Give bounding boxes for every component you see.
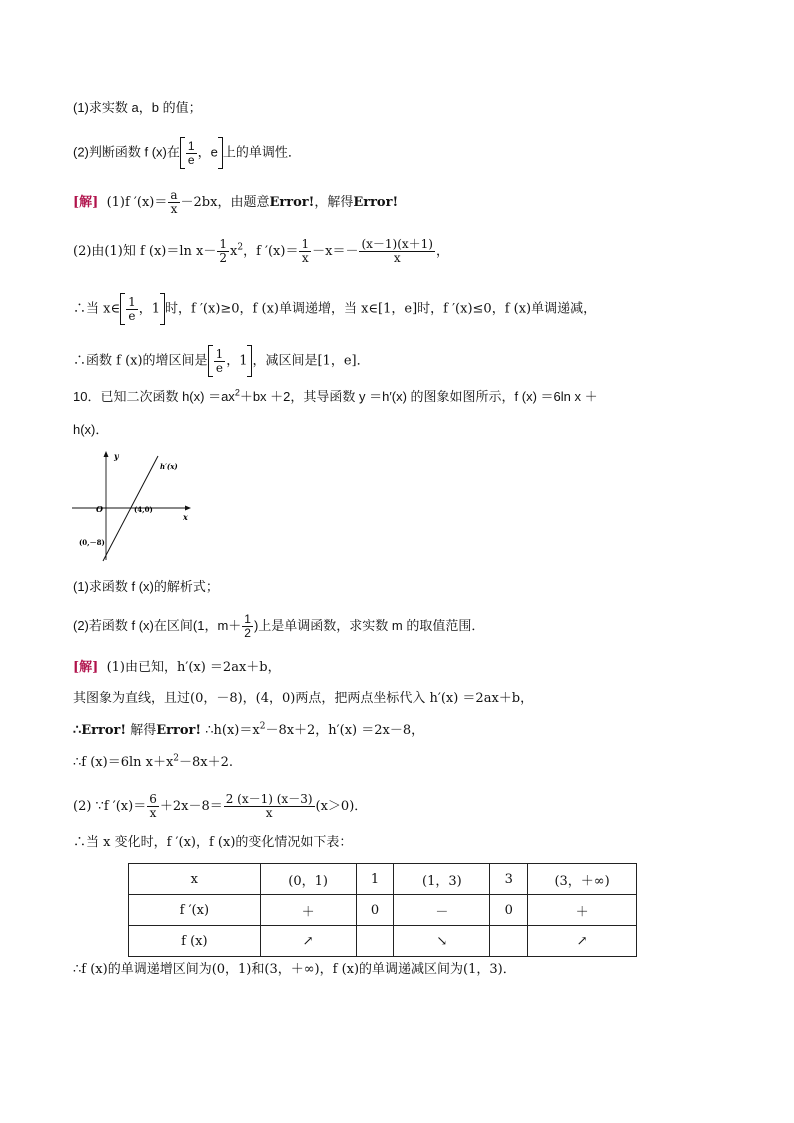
numerator: 1 xyxy=(187,138,195,153)
text-segment: ，1 xyxy=(226,353,248,369)
left-bracket xyxy=(120,293,125,325)
text-segment: ， xyxy=(436,244,450,259)
text-segment: x xyxy=(230,244,238,259)
superscript: 2 xyxy=(259,721,266,732)
text-segment: (2)判断函数 f (x)在 xyxy=(73,144,180,160)
solution-label: [解] xyxy=(73,195,99,210)
question-part-1: (1)求实数 a，b 的值； xyxy=(73,100,202,115)
text-segment: (2)若函数 f (x)在区间(1，m＋ xyxy=(73,617,242,633)
text-segment: (2)由(1)知 f (x)＝ln x－ xyxy=(73,244,217,259)
solution-line-2 xyxy=(73,238,449,265)
answer-line-1 xyxy=(73,659,281,677)
left-bracket xyxy=(180,137,185,169)
left-bracket xyxy=(208,345,213,377)
fraction xyxy=(168,189,179,216)
text-segment: )上是单调函数，求实数 m 的取值范围． xyxy=(253,617,485,633)
question-10-line-1 xyxy=(73,388,598,406)
numerator: 1 xyxy=(128,294,136,309)
x-axis-arrow-icon xyxy=(185,506,191,511)
text-segment: ，减区间是[1，e]． xyxy=(252,353,370,369)
numerator: (x－1)(x＋1) xyxy=(361,237,433,251)
denominator: e xyxy=(187,152,195,167)
table-row xyxy=(129,895,637,926)
text-segment: 解得 xyxy=(130,723,157,738)
question-10-part-2 xyxy=(73,613,484,640)
numerator: 1 xyxy=(244,612,251,626)
text-segment: 10．已知二次函数 h(x) ＝ax xyxy=(73,389,235,404)
table-row xyxy=(129,864,637,895)
solution-line-4 xyxy=(73,345,370,377)
table-cell: 0 xyxy=(490,895,528,926)
numerator: 1 xyxy=(215,346,224,361)
text-segment: ，f ′(x)＝ xyxy=(243,244,299,259)
answer-line-3 xyxy=(73,722,424,740)
superscript: 2 xyxy=(173,753,180,764)
text-segment: (x＞0)． xyxy=(315,799,368,814)
numerator: 1 xyxy=(301,237,310,251)
fraction xyxy=(224,793,315,820)
answer-line-2: 其图象为直线，且过(0，－8)，(4，0)两点，把两点坐标代入 h′(x) ＝2ax＋b， xyxy=(73,691,534,706)
error-placeholder: Error! xyxy=(156,723,202,738)
curve-label: h′(x) xyxy=(160,462,178,471)
answer-line-6: ∴当 x 变化时，f ′(x)，f (x)的变化情况如下表： xyxy=(73,835,353,850)
fraction xyxy=(186,140,197,167)
question-part-2 xyxy=(73,137,301,169)
numerator: a xyxy=(170,188,178,202)
denominator: 2 xyxy=(244,626,251,640)
denominator: x xyxy=(170,202,178,216)
table-cell: f (x) xyxy=(129,926,261,957)
table-cell: 0 xyxy=(356,895,394,926)
numerator: 6 xyxy=(149,792,157,806)
error-placeholder: Error! xyxy=(353,195,399,210)
text-segment: (1)由已知，h′(x) ＝2ax＋b， xyxy=(106,660,281,675)
origin-label: O xyxy=(96,504,103,514)
text-segment: ∴h(x)＝x xyxy=(205,723,260,738)
table-cell: (1，3) xyxy=(394,864,490,895)
denominator: e xyxy=(215,360,223,375)
text-segment: －8x＋2. xyxy=(179,755,234,770)
table-cell: 3 xyxy=(490,864,528,895)
answer-line-7: ∴f (x)的单调递增区间为(0，1)和(3，＋∞)，f (x)的单调递减区间为(1，3)． xyxy=(73,962,516,977)
text-segment: －x＝－ xyxy=(312,244,359,259)
error-placeholder: ∴Error! xyxy=(73,723,127,738)
denominator: x xyxy=(265,806,273,820)
fraction xyxy=(242,613,253,640)
table-cell: ↗ xyxy=(528,926,637,957)
fraction xyxy=(214,348,226,375)
y-axis-arrow-icon xyxy=(104,451,109,457)
superscript: 2 xyxy=(237,242,244,253)
answer-line-4 xyxy=(73,754,233,772)
table-cell: － xyxy=(394,895,490,926)
text-segment: (2) ∵f ′(x)＝ xyxy=(73,799,147,814)
table-cell: ＋ xyxy=(528,895,637,926)
table-row xyxy=(129,926,637,957)
derivative-graph xyxy=(70,448,200,563)
denominator: e xyxy=(128,308,136,323)
text-segment: ，解得 xyxy=(314,195,354,210)
variation-table xyxy=(128,863,637,957)
point-label-0-neg8: (0,－8) xyxy=(79,538,105,547)
text-segment: ∴当 x∈ xyxy=(73,301,121,317)
table-cell: x xyxy=(129,864,261,895)
solution-line-3 xyxy=(73,293,596,325)
fraction xyxy=(359,238,435,265)
fraction xyxy=(217,238,229,265)
y-axis-label: y xyxy=(114,451,119,461)
table-cell xyxy=(490,926,528,957)
text-segment: ＋bx ＋2，其导函数 y ＝h′(x) 的图象如图所示，f (x) ＝6ln x ＋ xyxy=(239,389,598,404)
denominator: x xyxy=(301,251,309,265)
numerator: 1 xyxy=(219,237,228,251)
denominator: x xyxy=(393,251,401,265)
question-10-line-2: h(x)． xyxy=(73,422,109,437)
text-segment: ∴f (x)＝6ln x＋x xyxy=(73,755,174,770)
text-segment: ，e xyxy=(197,144,218,160)
solution-label: [解] xyxy=(73,660,99,675)
fraction xyxy=(126,296,138,323)
text-segment: 时，f ′(x)≥0，f (x)单调递增，当 x∈[1，e]时，f ′(x)≤0，f (x)单调递减， xyxy=(165,301,597,317)
text-segment: －8x＋2，h′(x) ＝2x－8， xyxy=(265,723,425,738)
table-cell: ＋ xyxy=(260,895,356,926)
superscript: 2 xyxy=(234,387,240,398)
table-cell: f ′(x) xyxy=(129,895,261,926)
text-segment: ∴函数 f (x)的增区间是 xyxy=(73,353,208,369)
fraction xyxy=(299,238,311,265)
text-segment: ，1 xyxy=(138,301,161,317)
point-label-4-0: (4,0) xyxy=(134,505,153,514)
text-segment: ＋2x－8＝ xyxy=(159,799,223,814)
numerator: 2 (x－1) (x－3) xyxy=(225,792,313,806)
x-axis-label: x xyxy=(183,512,188,522)
answer-line-5 xyxy=(73,793,367,820)
solution-line-1 xyxy=(73,189,398,216)
question-10-part-1: (1)求函数 f (x)的解析式； xyxy=(73,579,219,594)
denominator: 2 xyxy=(219,251,228,265)
table-cell: ↗ xyxy=(260,926,356,957)
text-segment: (1)f ′(x)＝ xyxy=(106,195,168,210)
text-segment: 上的单调性． xyxy=(222,144,301,160)
table-cell: 1 xyxy=(356,864,394,895)
table-cell xyxy=(356,926,394,957)
table-cell: (0，1) xyxy=(260,864,356,895)
denominator: x xyxy=(149,806,157,820)
error-placeholder: Error! xyxy=(269,195,315,210)
text-segment: －2bx，由题意 xyxy=(180,195,270,210)
table-cell: ↘ xyxy=(394,926,490,957)
table-cell: (3，＋∞) xyxy=(528,864,637,895)
fraction xyxy=(147,793,159,820)
